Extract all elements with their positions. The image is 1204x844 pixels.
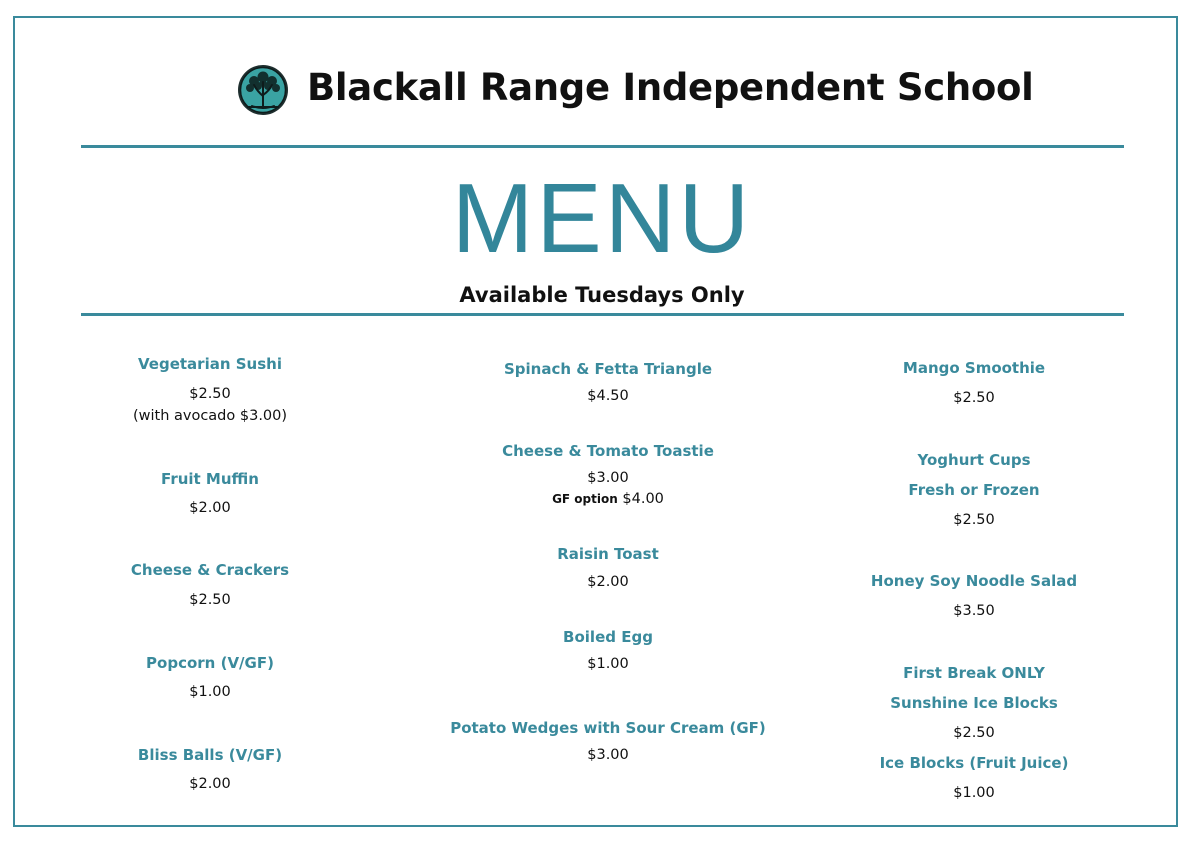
menu-item-price: $2.50 — [189, 592, 231, 608]
menu-item-price: $2.00 — [189, 500, 231, 516]
gf-option-line — [552, 491, 664, 507]
menu-item-price: $2.50 — [953, 725, 995, 741]
menu-item-name: First Break ONLY — [903, 664, 1045, 682]
school-header — [0, 58, 1204, 122]
divider-top — [81, 145, 1124, 148]
school-name: Blackall Range Independent School — [307, 66, 1034, 109]
menu-item-price: $2.00 — [587, 574, 629, 590]
menu-item-name: Popcorn (V/GF) — [146, 654, 274, 672]
menu-item-name: Spinach & Fetta Triangle — [503, 360, 713, 378]
menu-item-name: Ice Blocks (Fruit Juice) — [879, 754, 1069, 772]
menu-item-name: Honey Soy Noodle Salad — [870, 572, 1078, 590]
menu-item-subname: Fresh or Frozen — [908, 481, 1040, 499]
gf-option-price: $4.00 — [622, 491, 664, 507]
menu-item-price: $3.00 — [587, 470, 629, 486]
menu-item-price: $4.50 — [587, 388, 629, 404]
menu-item-name: Bliss Balls (V/GF) — [137, 746, 283, 764]
menu-item-name: Vegetarian Sushi — [138, 355, 282, 373]
page-title: MENU — [451, 163, 753, 273]
menu-item-name: Fruit Muffin — [161, 470, 259, 488]
menu-item-name: Boiled Egg — [563, 628, 653, 646]
menu-item-name: Yoghurt Cups — [917, 451, 1031, 469]
menu-item-price: $1.00 — [587, 656, 629, 672]
menu-item-name: Potato Wedges with Sour Cream (GF) — [450, 719, 766, 737]
menu-item-name: Raisin Toast — [557, 545, 659, 563]
menu-item-price: $3.50 — [953, 603, 995, 619]
menu-item-price: $3.00 — [587, 747, 629, 763]
menu-item-price: $1.00 — [189, 684, 231, 700]
divider-bottom — [81, 313, 1124, 316]
menu-item-price: $2.50 — [953, 390, 995, 406]
menu-item-subname: Sunshine Ice Blocks — [890, 694, 1058, 712]
menu-item-price: $2.50 — [953, 512, 995, 528]
menu-item-price: $2.00 — [189, 776, 231, 792]
menu-item-name: Cheese & Crackers — [130, 561, 290, 579]
menu-item-note: (with avocado $3.00) — [132, 408, 288, 424]
menu-item-name: Mango Smoothie — [902, 359, 1046, 377]
gf-option-label: GF option — [552, 492, 618, 506]
menu-item-price: $1.00 — [953, 785, 995, 801]
menu-item-name: Cheese & Tomato Toastie — [502, 442, 714, 460]
menu-item-price: $2.50 — [189, 386, 231, 402]
tree-icon — [237, 64, 289, 116]
page-subtitle: Available Tuesdays Only — [459, 283, 745, 307]
